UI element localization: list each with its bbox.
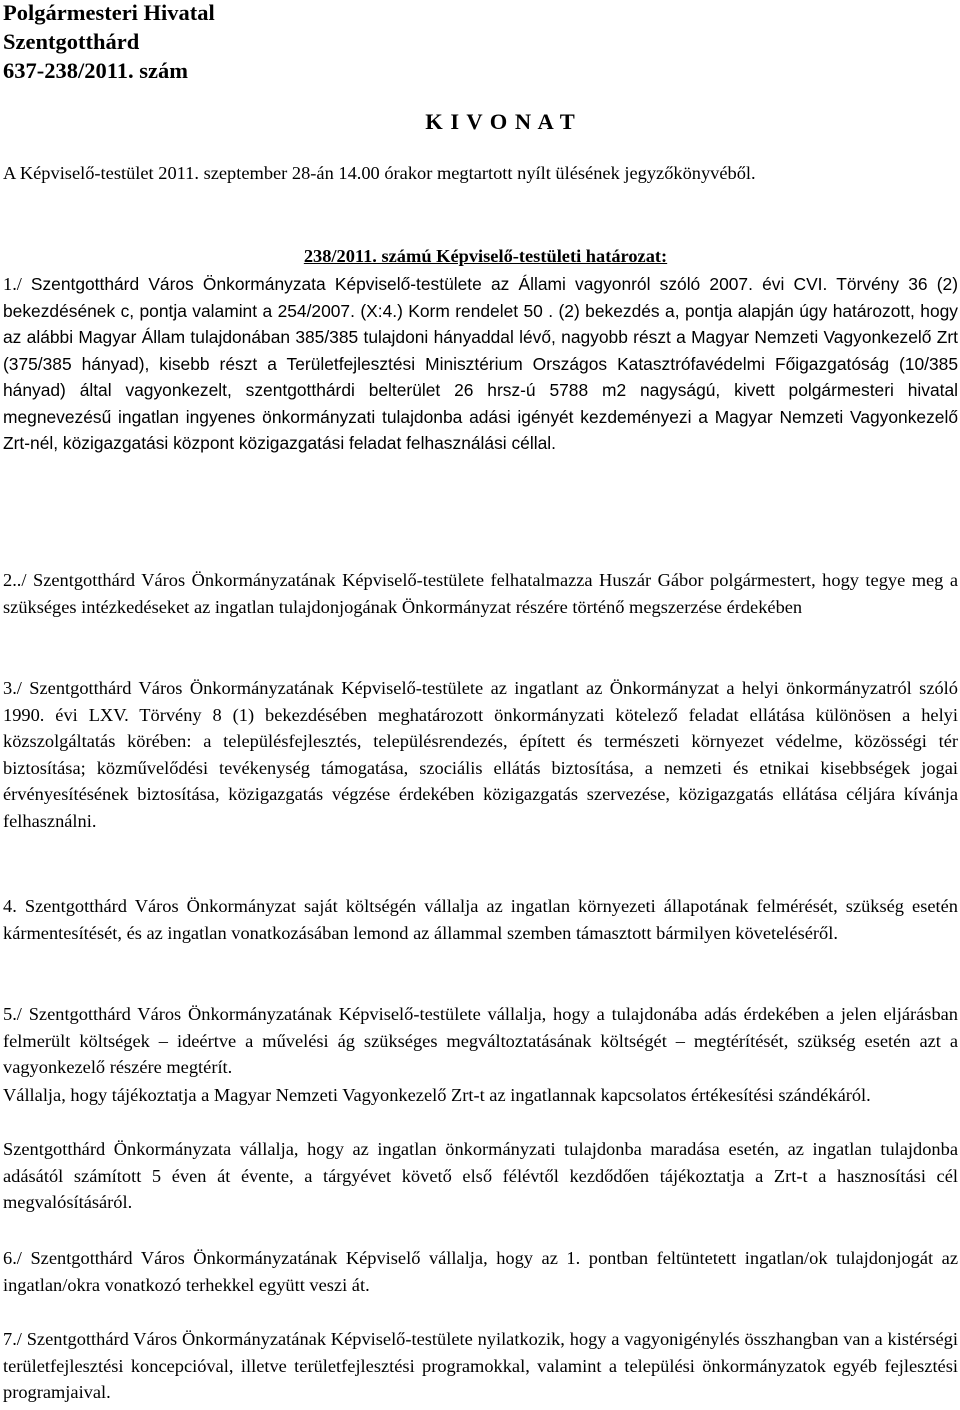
- intro-paragraph: A Képviselő-testület 2011. szeptember 28-án 14.00 órakor megtartott nyílt ülésének jegyzőkönyvéből.: [3, 163, 756, 183]
- town-name: Szentgotthárd: [3, 29, 140, 54]
- point-2-paragraph: 2../ Szentgotthárd Város Önkormányzatának Képviselő-testülete felhatalmazza Huszár Gábor polgármestert, hogy tegye meg a szükséges intézkedéseket az ingatlan tulajdonjogának Önkormányzat részére történő megszerzése érdekében: [3, 570, 958, 617]
- point-5-reporting: Szentgotthárd Önkormányzata vállalja, hogy az ingatlan önkormányzati tulajdonba maradása esetén, az ingatlan tulajdonba adásától számított 5 éven át évente, a tárgyévet követő első félévtől kezdődően tájékoztatja a Zrt-t a hasznosítási cél megvalósításáról.: [3, 1139, 958, 1212]
- office-name: Polgármesteri Hivatal: [3, 0, 215, 25]
- file-number: 637-238/2011. szám: [3, 58, 188, 83]
- point-1-text: Szentgotthárd Város Önkormányzata Képviselő-testülete az Állami vagyonról szóló 2007. évi CVI. Törvény 36 (2) bekezdésének c, pontja valamint a 254/2007. (X:4.) Korm rendelet 50 . (2) bekezdés a, pontja alapján úgy határozott, hogy az alábbi Magyar Állam tulajdonában 385/385 tulajdoni hányaddal lévő, nagyobb részt a Magyar Nemzeti Vagyonkezelő Zrt (375/385 hányad), kisebb részt a Területfejlesztési Minisztérium Országos Katasztrófavédelmi Főigazgatóság (10/385 hányad) által vagyonkezelt, szentgotthárdi belterület 26 hrsz-ú 5788 m2 nagyságú, kivett polgármesteri hivatal megnevezésű ingatlan ingyenes önkormányzati tulajdonba adási igényét kezdeményezi a Magyar Nemzeti Vagyonkezelő Zrt-nél, közigazgatási központ közigazgatási feladat felhasználási céllal.: [3, 274, 958, 453]
- document-header: [3, 0, 215, 85]
- point-3-paragraph: 3./ Szentgotthárd Város Önkormányzatának Képviselő-testülete az ingatlant az Önkormányzat a helyi önkormányzatról szóló 1990. évi LXV. Törvény 8 (1) bekezdésében meghatározott önkormányzati kötelező feladat ellátása különösen a helyi közszolgáltatás körében: a településfejlesztés, településrendezés, épített és természeti környezet védelme, közösségi tér biztosítása; közművelődési tevékenység támogatása, szociális ellátás biztosítása, a nemzeti és etnikai kisebbségek jogai érvényesítésének biztosítása, közigazgatás végzése érdekében közigazgatás szervezése, közigazgatás ellátása céljára kívánja felhasználni.: [3, 678, 958, 831]
- point-5-notification: Vállalja, hogy tájékoztatja a Magyar Nemzeti Vagyonkezelő Zrt-t az ingatlannak kapcsolatos értékesítési szándékáról.: [3, 1085, 871, 1105]
- point-6-paragraph: 6./ Szentgotthárd Város Önkormányzatának Képviselő vállalja, hogy az 1. pontban feltüntetett ingatlan/ok tulajdonjogát az ingatlan/okra vonatkozó terhekkel együtt veszi át.: [3, 1248, 958, 1295]
- resolution-title-text: 238/2011. számú Képviselő-testületi határozat:: [303, 246, 668, 266]
- resolution-title: [3, 243, 958, 270]
- point-5-paragraph: 5./ Szentgotthárd Város Önkormányzatának Képviselő-testülete vállalja, hogy a tulajdonába adás érdekében a jelen eljárásban felmerült költségek – ideértve a művelési ág szükséges megváltoztatásának költségét – megtérítését, szükség esetén azt a vagyonkezelő részére megtérít.: [3, 1004, 958, 1077]
- point-1-number: 1./: [3, 274, 31, 294]
- document-title-text: K I V O N A T: [425, 109, 576, 134]
- point-4-paragraph: 4. Szentgotthárd Város Önkormányzat saját költségén vállalja az ingatlan környezeti állapotának felmérését, szükség esetén kármentesítését, és az ingatlan vonatkozásában lemond az állammal szemben támasztott bármilyen követeléséről.: [3, 896, 958, 943]
- point-1-paragraph: [3, 271, 958, 457]
- point-7-paragraph: 7./ Szentgotthárd Város Önkormányzatának Képviselő-testülete nyilatkozik, hogy a vagyonigénylés összhangban van a kistérségi területfejlesztési koncepcióval, illetve területfejlesztési programokkal, valamint a települési önkormányzatok egyéb fejlesztési programjaival.: [3, 1329, 958, 1402]
- document-title: [3, 107, 958, 136]
